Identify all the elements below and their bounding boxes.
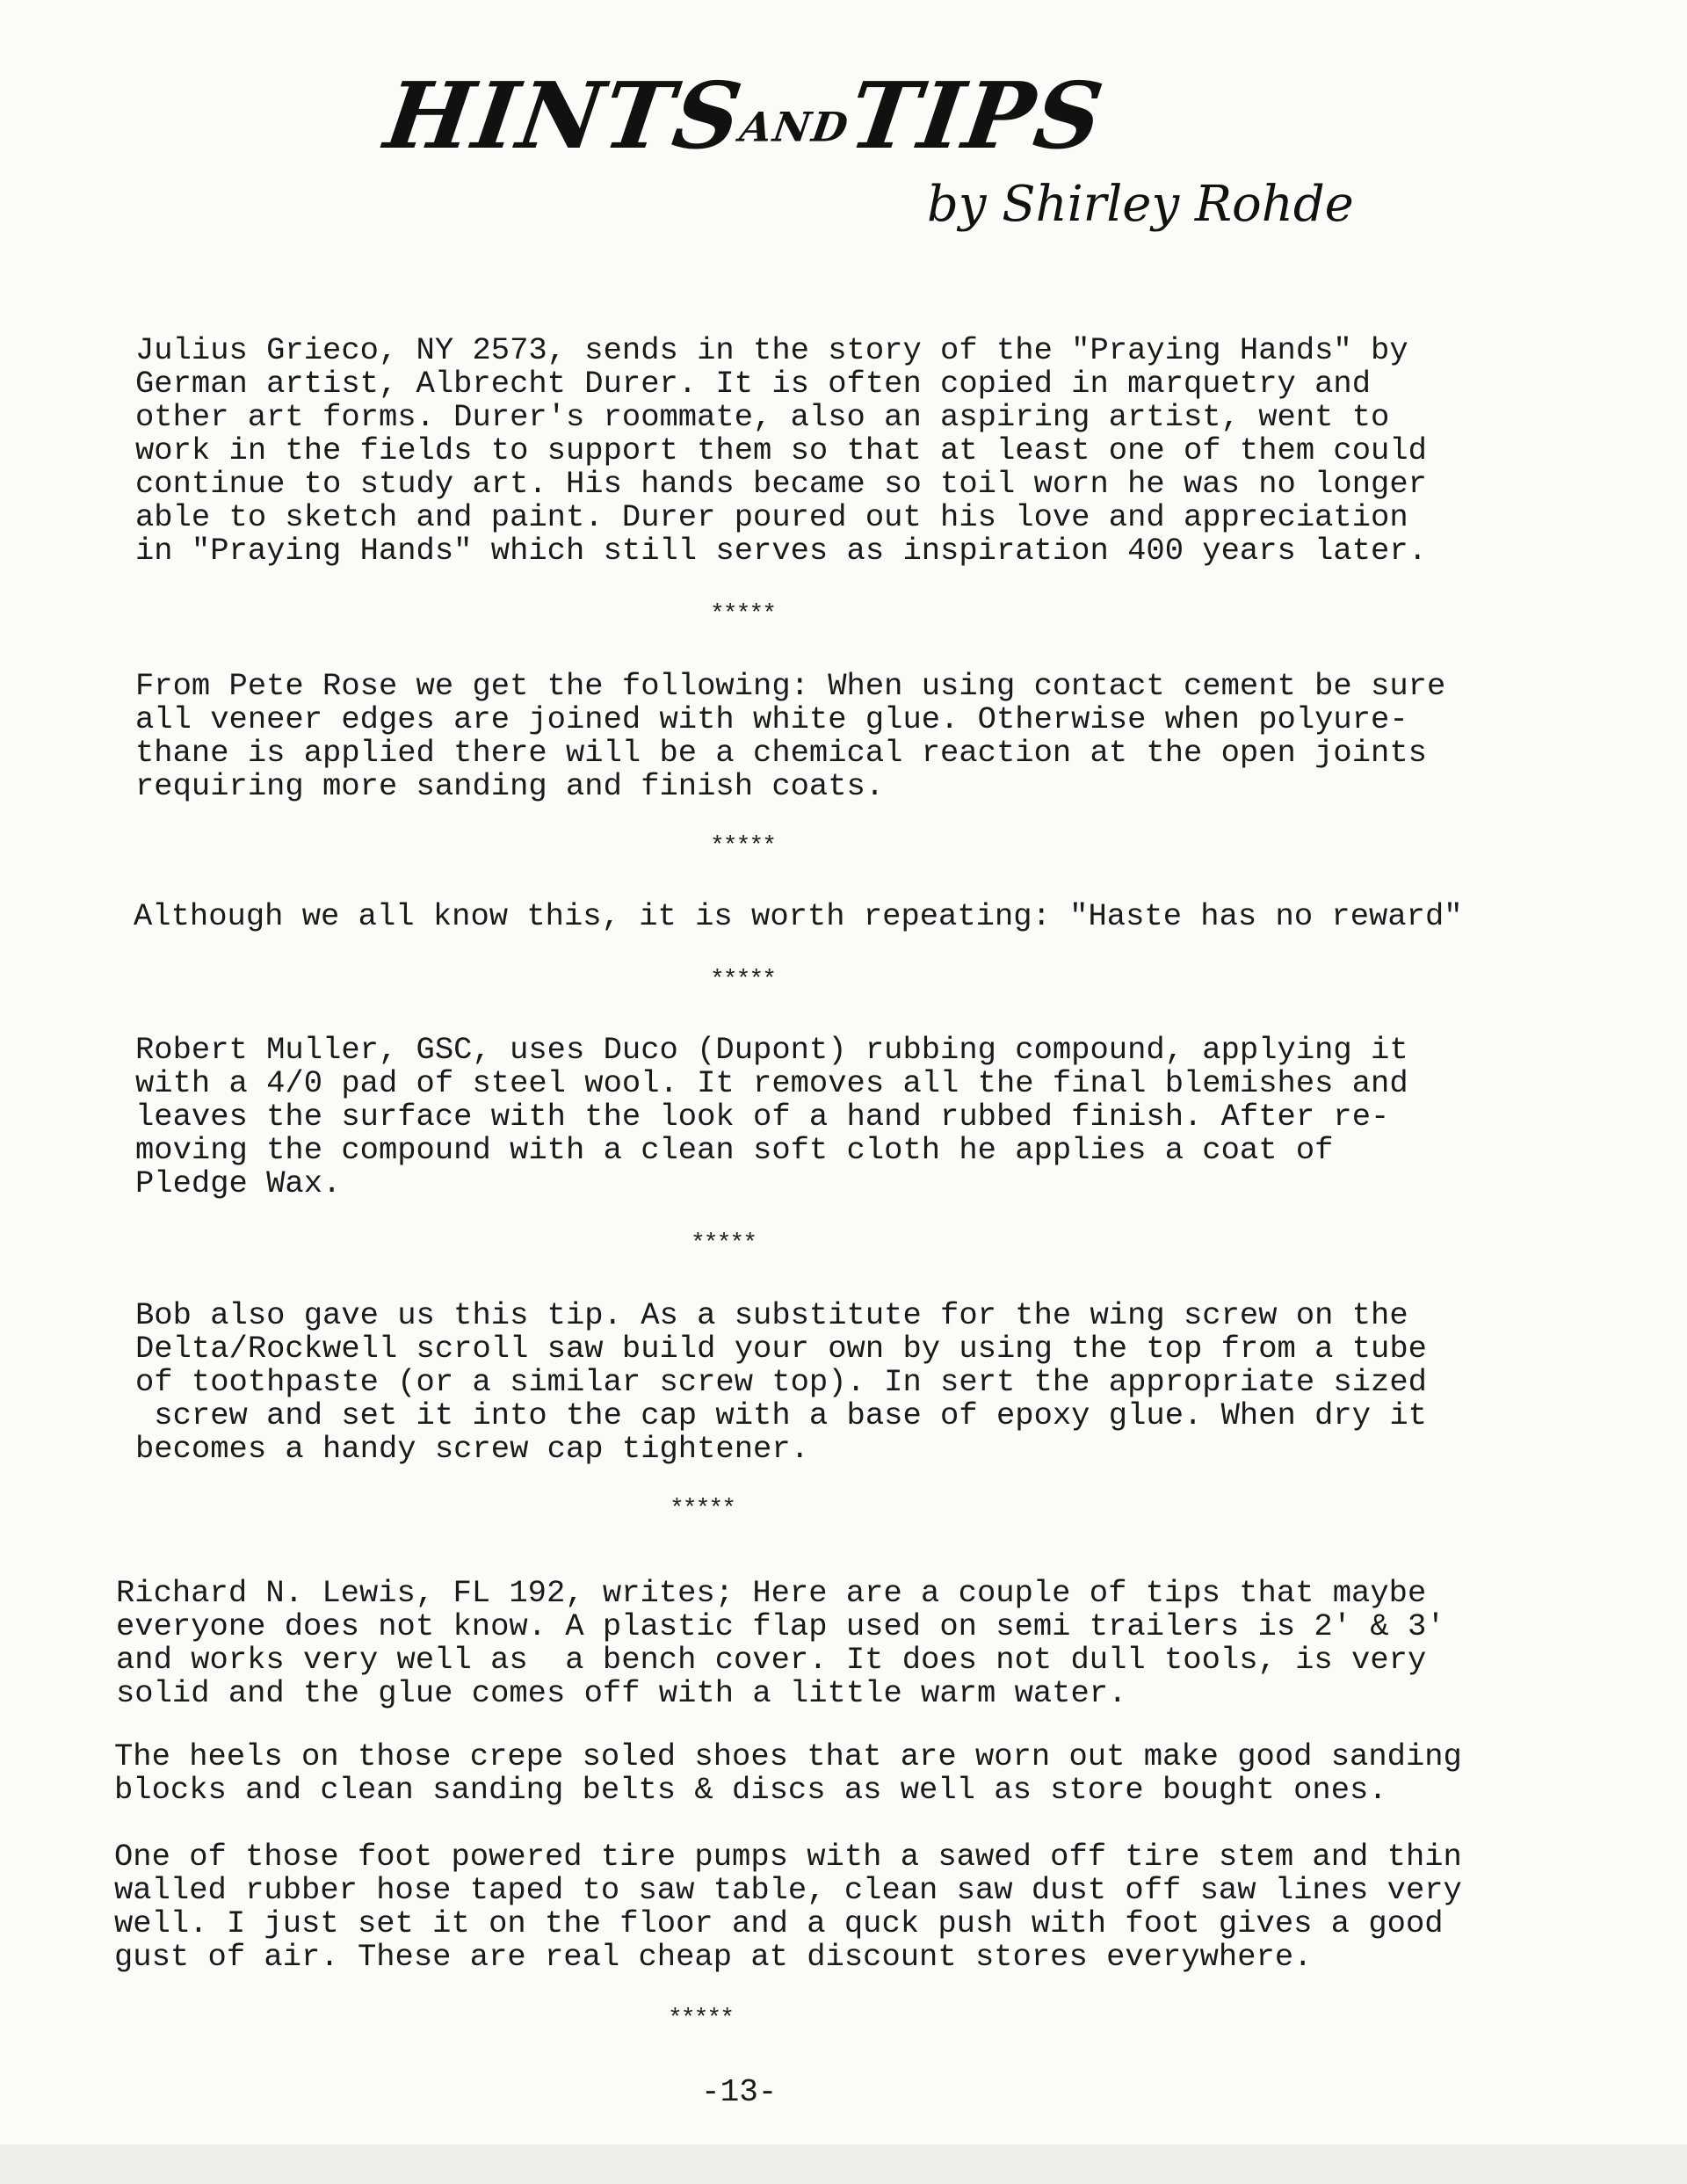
paragraph-praying-hands: Julius Grieco, NY 2573, sends in the story of the "Praying Hands" by German artist, Albrecht Durer. It is often copied in marquetry and other art forms. Durer's roommate, also an aspiring artist, went to work in the fields to support them so that at least one of them could continue to study art. His hands became so toil worn he was no longer able to sketch and paint. Durer poured out his love and appreciation in "Praying Hands" which still serves as inspiration 400 years later. <box>135 332 1427 569</box>
author-byline: by Shirley Rohde <box>927 176 1354 233</box>
page-title <box>379 62 1111 170</box>
separator: ***** <box>668 2006 734 2033</box>
separator: ***** <box>710 833 776 860</box>
separator: ***** <box>710 601 776 628</box>
separator: ***** <box>710 967 776 994</box>
title-word-3: TIPS <box>843 62 1111 170</box>
title-word-2: AND <box>736 103 853 151</box>
paragraph-wing-screw: Bob also gave us this tip. As a substitute for the wing screw on the Delta/Rockwell scroll saw build your own by using the top from a tube of toothpaste (or a similar screw top). In sert the appropriate sized screw and set it into the cap with a base of epoxy glue. When dry it becomes a handy screw cap tightener. <box>135 1297 1427 1467</box>
paragraph-bench-cover: Richard N. Lewis, FL 192, writes; Here are a couple of tips that maybe everyone does not know. A plastic flap used on semi trailers is 2' & 3' and works very well as a bench cover. It does not dull tools, is very solid and the glue comes off with a little warm water. <box>116 1575 1445 1711</box>
separator: ***** <box>670 1496 735 1523</box>
paragraph-crepe-soles: The heels on those crepe soled shoes that are worn out make good sanding blocks and clean sanding belts & discs as well as store bought ones. <box>114 1738 1462 1808</box>
title-word-1: HINTS <box>379 62 750 170</box>
paragraph-haste: Although we all know this, it is worth repeating: "Haste has no reward" <box>134 898 1463 934</box>
page-number: -13- <box>701 2074 778 2110</box>
separator: ***** <box>691 1230 757 1258</box>
scan-edge <box>0 2144 1687 2184</box>
paragraph-rubbing-compound: Robert Muller, GSC, uses Duco (Dupont) rubbing compound, applying it with a 4/0 pad of steel wool. It removes all the final blemishes and leaves the surface with the look of a hand rubbed finish. After re- moving the compound with a clean soft cloth he applies a coat of Pledge Wax. <box>135 1032 1408 1201</box>
paragraph-contact-cement: From Pete Rose we get the following: When using contact cement be sure all veneer edges are joined with white glue. Otherwise when polyure- thane is applied there will be a chemical reaction at the open joints requiring more sanding and finish coats. <box>135 668 1446 804</box>
paragraph-tire-pump: One of those foot powered tire pumps with a sawed off tire stem and thin walled rubber hose taped to saw table, clean saw dust off saw lines very well. I just set it on the floor and a quck push with foot gives a good gust of air. These are real cheap at discount stores everywhere. <box>114 1839 1462 1975</box>
